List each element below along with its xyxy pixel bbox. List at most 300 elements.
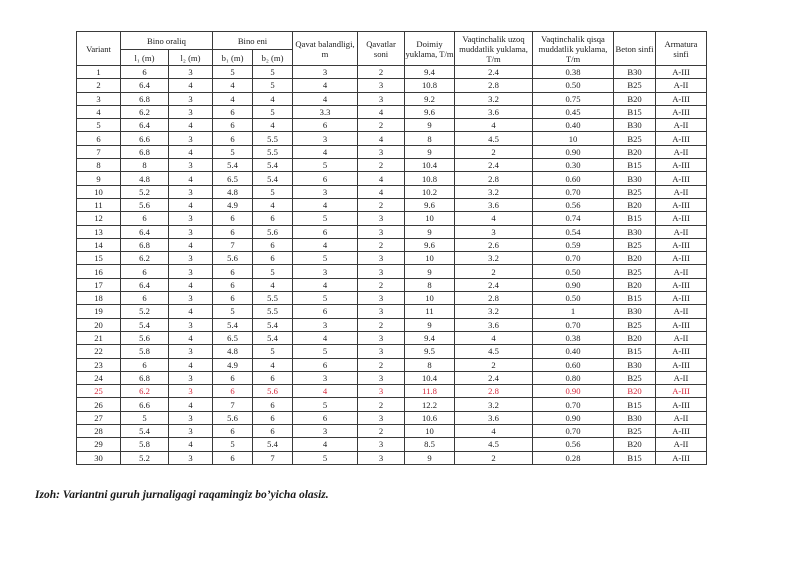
cell-qavatlar-soni: 2: [358, 119, 405, 132]
table-row: [77, 305, 707, 318]
cell-l1: 6.2: [121, 252, 169, 265]
cell-qavatlar-soni: 2: [358, 278, 405, 291]
table-row: [77, 79, 707, 92]
cell-b1: 4: [213, 79, 253, 92]
note-text: Izoh: Variantni guruh jurnaligagi raqamingiz bo’yicha olasiz.: [35, 489, 329, 501]
cell-b2: 6: [253, 371, 293, 384]
cell-doimiy-yuklama: 8.5: [405, 438, 455, 451]
cell-l1: 6.8: [121, 238, 169, 251]
cell-vaqtinchalik-qisqa: 0.50: [533, 79, 614, 92]
cell-vaqtinchalik-uzoq: 2.4: [455, 159, 533, 172]
cell-l2: 3: [169, 265, 213, 278]
cell-l2: 3: [169, 159, 213, 172]
cell-qavat-balandligi: 3: [293, 132, 358, 145]
cell-vaqtinchalik-uzoq: 2: [455, 451, 533, 464]
cell-vaqtinchalik-uzoq: 3.6: [455, 105, 533, 118]
cell-vaqtinchalik-qisqa: 0.60: [533, 172, 614, 185]
cell-l2: 3: [169, 345, 213, 358]
cell-b2: 6: [253, 212, 293, 225]
cell-l1: 6.4: [121, 119, 169, 132]
cell-doimiy-yuklama: 10.4: [405, 159, 455, 172]
cell-b2: 5.4: [253, 159, 293, 172]
cell-qavatlar-soni: 2: [358, 159, 405, 172]
table-body: [77, 66, 707, 465]
cell-b1: 6: [213, 292, 253, 305]
table-row: [77, 105, 707, 118]
cell-b2: 4: [253, 92, 293, 105]
cell-b1: 4.8: [213, 345, 253, 358]
cell-b2: 5: [253, 345, 293, 358]
cell-doimiy-yuklama: 9: [405, 119, 455, 132]
cell-l2: 3: [169, 185, 213, 198]
cell-qavat-balandligi: 4: [293, 145, 358, 158]
cell-vaqtinchalik-qisqa: 0.50: [533, 292, 614, 305]
header-b1: b₁ (m): [213, 50, 253, 66]
cell-vaqtinchalik-qisqa: 10: [533, 132, 614, 145]
cell-b2: 5.4: [253, 331, 293, 344]
cell-l2: 4: [169, 358, 213, 371]
cell-beton-sinfi: B20: [614, 198, 656, 211]
cell-qavatlar-soni: 2: [358, 198, 405, 211]
cell-qavat-balandligi: 6: [293, 411, 358, 424]
cell-qavatlar-soni: 3: [358, 451, 405, 464]
cell-vaqtinchalik-uzoq: 4: [455, 119, 533, 132]
cell-variant: 20: [77, 318, 121, 331]
cell-doimiy-yuklama: 11: [405, 305, 455, 318]
cell-l2: 4: [169, 79, 213, 92]
cell-armatura-sinfi: A-III: [656, 398, 707, 411]
cell-doimiy-yuklama: 10: [405, 425, 455, 438]
cell-qavatlar-soni: 4: [358, 185, 405, 198]
cell-armatura-sinfi: A-III: [656, 278, 707, 291]
cell-qavatlar-soni: 3: [358, 212, 405, 225]
cell-l1: 5.8: [121, 345, 169, 358]
cell-vaqtinchalik-uzoq: 3.2: [455, 398, 533, 411]
cell-l2: 4: [169, 398, 213, 411]
cell-qavat-balandligi: 4: [293, 238, 358, 251]
cell-doimiy-yuklama: 10.6: [405, 411, 455, 424]
cell-l1: 6: [121, 66, 169, 79]
cell-qavatlar-soni: 3: [358, 438, 405, 451]
cell-beton-sinfi: B15: [614, 292, 656, 305]
cell-b1: 4.9: [213, 198, 253, 211]
header-bino-eni: Bino eni: [213, 32, 293, 50]
cell-vaqtinchalik-uzoq: 3.2: [455, 92, 533, 105]
cell-beton-sinfi: B20: [614, 145, 656, 158]
cell-doimiy-yuklama: 9.5: [405, 345, 455, 358]
cell-vaqtinchalik-qisqa: 0.59: [533, 238, 614, 251]
cell-vaqtinchalik-uzoq: 4: [455, 212, 533, 225]
cell-l2: 3: [169, 385, 213, 398]
cell-armatura-sinfi: A-II: [656, 225, 707, 238]
cell-vaqtinchalik-uzoq: 4: [455, 425, 533, 438]
cell-b1: 6.5: [213, 172, 253, 185]
cell-qavatlar-soni: 4: [358, 172, 405, 185]
cell-qavatlar-soni: 3: [358, 411, 405, 424]
cell-b1: 4.9: [213, 358, 253, 371]
cell-doimiy-yuklama: 10: [405, 252, 455, 265]
cell-doimiy-yuklama: 12.2: [405, 398, 455, 411]
cell-armatura-sinfi: A-III: [656, 66, 707, 79]
cell-variant: 8: [77, 159, 121, 172]
table-row: [77, 451, 707, 464]
cell-l2: 3: [169, 132, 213, 145]
cell-vaqtinchalik-uzoq: 2.4: [455, 371, 533, 384]
cell-qavat-balandligi: 6: [293, 305, 358, 318]
cell-l1: 6: [121, 265, 169, 278]
cell-vaqtinchalik-qisqa: 0.70: [533, 318, 614, 331]
cell-b1: 5.6: [213, 411, 253, 424]
cell-l1: 5.6: [121, 198, 169, 211]
cell-qavatlar-soni: 3: [358, 145, 405, 158]
cell-doimiy-yuklama: 9.6: [405, 198, 455, 211]
cell-qavatlar-soni: 2: [358, 398, 405, 411]
cell-variant: 28: [77, 425, 121, 438]
cell-beton-sinfi: B30: [614, 66, 656, 79]
cell-variant: 6: [77, 132, 121, 145]
cell-beton-sinfi: B25: [614, 318, 656, 331]
cell-vaqtinchalik-uzoq: 2.8: [455, 292, 533, 305]
cell-l2: 3: [169, 292, 213, 305]
cell-vaqtinchalik-uzoq: 2: [455, 265, 533, 278]
table-row: [77, 145, 707, 158]
cell-l1: 5.6: [121, 331, 169, 344]
cell-l1: 8: [121, 159, 169, 172]
cell-vaqtinchalik-uzoq: 4: [455, 331, 533, 344]
cell-b1: 4.8: [213, 185, 253, 198]
cell-beton-sinfi: B30: [614, 305, 656, 318]
cell-l1: 5.4: [121, 425, 169, 438]
cell-b1: 6: [213, 105, 253, 118]
cell-qavat-balandligi: 5: [293, 451, 358, 464]
cell-vaqtinchalik-uzoq: 2.4: [455, 278, 533, 291]
cell-qavatlar-soni: 3: [358, 345, 405, 358]
cell-qavat-balandligi: 4: [293, 92, 358, 105]
cell-b2: 4: [253, 119, 293, 132]
cell-b1: 6: [213, 451, 253, 464]
cell-beton-sinfi: B25: [614, 265, 656, 278]
cell-b1: 4: [213, 92, 253, 105]
cell-vaqtinchalik-uzoq: 2.6: [455, 238, 533, 251]
cell-armatura-sinfi: A-III: [656, 172, 707, 185]
cell-variant: 23: [77, 358, 121, 371]
cell-l1: 5.2: [121, 451, 169, 464]
table-row: [77, 66, 707, 79]
cell-l1: 6.8: [121, 371, 169, 384]
cell-vaqtinchalik-uzoq: 3: [455, 225, 533, 238]
cell-l2: 3: [169, 66, 213, 79]
cell-l1: 6.2: [121, 105, 169, 118]
cell-variant: 3: [77, 92, 121, 105]
cell-beton-sinfi: B20: [614, 331, 656, 344]
cell-b2: 5.6: [253, 385, 293, 398]
cell-variant: 18: [77, 292, 121, 305]
cell-qavatlar-soni: 4: [358, 105, 405, 118]
cell-vaqtinchalik-uzoq: 2.8: [455, 79, 533, 92]
cell-b1: 6: [213, 425, 253, 438]
table-row: [77, 185, 707, 198]
cell-b1: 6: [213, 278, 253, 291]
header-bino-oraliq: Bino oraliq: [121, 32, 213, 50]
cell-doimiy-yuklama: 9: [405, 318, 455, 331]
cell-b1: 6.5: [213, 331, 253, 344]
cell-variant: 9: [77, 172, 121, 185]
cell-b1: 5.6: [213, 252, 253, 265]
cell-vaqtinchalik-qisqa: 0.74: [533, 212, 614, 225]
cell-variant: 30: [77, 451, 121, 464]
cell-vaqtinchalik-qisqa: 0.70: [533, 398, 614, 411]
cell-beton-sinfi: B25: [614, 185, 656, 198]
cell-b2: 5: [253, 66, 293, 79]
cell-l2: 4: [169, 119, 213, 132]
cell-variant: 2: [77, 79, 121, 92]
cell-l1: 6.6: [121, 398, 169, 411]
cell-qavatlar-soni: 3: [358, 252, 405, 265]
cell-qavat-balandligi: 4: [293, 385, 358, 398]
cell-b2: 5: [253, 265, 293, 278]
cell-qavatlar-soni: 2: [358, 318, 405, 331]
cell-armatura-sinfi: A-III: [656, 358, 707, 371]
cell-l1: 6.2: [121, 385, 169, 398]
cell-l1: 6: [121, 212, 169, 225]
cell-doimiy-yuklama: 9.4: [405, 331, 455, 344]
table-row: [77, 132, 707, 145]
cell-qavatlar-soni: 2: [358, 425, 405, 438]
cell-vaqtinchalik-qisqa: 0.38: [533, 331, 614, 344]
cell-vaqtinchalik-qisqa: 0.40: [533, 345, 614, 358]
table-row: [77, 225, 707, 238]
variants-table: [76, 31, 707, 465]
cell-vaqtinchalik-qisqa: 0.75: [533, 92, 614, 105]
cell-vaqtinchalik-qisqa: 0.90: [533, 385, 614, 398]
header-qavat-balandligi: Qavat balandligi, m: [293, 32, 358, 66]
cell-variant: 25: [77, 385, 121, 398]
cell-l1: 5.2: [121, 185, 169, 198]
cell-armatura-sinfi: A-III: [656, 212, 707, 225]
cell-l1: 5.2: [121, 305, 169, 318]
cell-qavat-balandligi: 4: [293, 79, 358, 92]
cell-armatura-sinfi: A-III: [656, 345, 707, 358]
cell-l2: 4: [169, 238, 213, 251]
cell-variant: 15: [77, 252, 121, 265]
cell-l1: 5.4: [121, 318, 169, 331]
cell-beton-sinfi: B25: [614, 371, 656, 384]
cell-doimiy-yuklama: 9: [405, 265, 455, 278]
cell-doimiy-yuklama: 10.8: [405, 172, 455, 185]
cell-doimiy-yuklama: 10: [405, 212, 455, 225]
cell-variant: 13: [77, 225, 121, 238]
cell-beton-sinfi: B20: [614, 385, 656, 398]
table-row: [77, 371, 707, 384]
cell-doimiy-yuklama: 8: [405, 358, 455, 371]
cell-l1: 6.8: [121, 145, 169, 158]
table-row: [77, 385, 707, 398]
header-qavatlar-soni: Qavatlar soni: [358, 32, 405, 66]
cell-beton-sinfi: B25: [614, 132, 656, 145]
cell-doimiy-yuklama: 9: [405, 145, 455, 158]
header-beton-sinfi: Beton sinfi: [614, 32, 656, 66]
cell-vaqtinchalik-uzoq: 3.6: [455, 198, 533, 211]
cell-qavatlar-soni: 3: [358, 225, 405, 238]
cell-qavat-balandligi: 4: [293, 198, 358, 211]
cell-vaqtinchalik-qisqa: 0.90: [533, 278, 614, 291]
cell-beton-sinfi: B20: [614, 92, 656, 105]
cell-l2: 4: [169, 145, 213, 158]
cell-doimiy-yuklama: 9.6: [405, 105, 455, 118]
cell-b2: 7: [253, 451, 293, 464]
cell-beton-sinfi: B30: [614, 411, 656, 424]
cell-l1: 5: [121, 411, 169, 424]
cell-variant: 27: [77, 411, 121, 424]
table-row: [77, 159, 707, 172]
cell-l2: 4: [169, 305, 213, 318]
cell-b2: 6: [253, 398, 293, 411]
cell-qavatlar-soni: 3: [358, 92, 405, 105]
cell-l2: 3: [169, 225, 213, 238]
cell-qavatlar-soni: 3: [358, 305, 405, 318]
cell-b1: 6: [213, 132, 253, 145]
cell-doimiy-yuklama: 9: [405, 451, 455, 464]
cell-doimiy-yuklama: 10.8: [405, 79, 455, 92]
cell-vaqtinchalik-uzoq: 2.8: [455, 172, 533, 185]
cell-l1: 6.8: [121, 92, 169, 105]
cell-qavat-balandligi: 3: [293, 185, 358, 198]
cell-b2: 5.5: [253, 292, 293, 305]
cell-b2: 6: [253, 252, 293, 265]
cell-armatura-sinfi: A-II: [656, 79, 707, 92]
cell-variant: 1: [77, 66, 121, 79]
cell-variant: 7: [77, 145, 121, 158]
cell-b2: 5.4: [253, 172, 293, 185]
cell-doimiy-yuklama: 9.2: [405, 92, 455, 105]
cell-variant: 14: [77, 238, 121, 251]
header-doimiy-yuklama: Doimiy yuklama, T/m: [405, 32, 455, 66]
cell-b2: 5: [253, 79, 293, 92]
table-row: [77, 265, 707, 278]
cell-qavatlar-soni: 3: [358, 331, 405, 344]
cell-b2: 4: [253, 278, 293, 291]
table-row: [77, 438, 707, 451]
cell-beton-sinfi: B20: [614, 252, 656, 265]
cell-qavat-balandligi: 3: [293, 66, 358, 79]
cell-qavat-balandligi: 5: [293, 292, 358, 305]
cell-b2: 5.5: [253, 305, 293, 318]
cell-l1: 5.8: [121, 438, 169, 451]
cell-b2: 6: [253, 238, 293, 251]
cell-beton-sinfi: B25: [614, 238, 656, 251]
cell-doimiy-yuklama: 8: [405, 278, 455, 291]
table-row: [77, 345, 707, 358]
cell-beton-sinfi: B25: [614, 79, 656, 92]
cell-qavat-balandligi: 3: [293, 318, 358, 331]
cell-variant: 26: [77, 398, 121, 411]
cell-b2: 5.4: [253, 438, 293, 451]
cell-qavat-balandligi: 5: [293, 345, 358, 358]
cell-l2: 3: [169, 371, 213, 384]
cell-l1: 6: [121, 358, 169, 371]
cell-qavat-balandligi: 4: [293, 438, 358, 451]
cell-qavatlar-soni: 3: [358, 265, 405, 278]
cell-vaqtinchalik-qisqa: 0.70: [533, 252, 614, 265]
cell-vaqtinchalik-qisqa: 0.50: [533, 265, 614, 278]
cell-b1: 6: [213, 265, 253, 278]
cell-armatura-sinfi: A-III: [656, 132, 707, 145]
cell-armatura-sinfi: A-II: [656, 331, 707, 344]
cell-beton-sinfi: B15: [614, 159, 656, 172]
cell-vaqtinchalik-qisqa: 0.38: [533, 66, 614, 79]
table-row: [77, 292, 707, 305]
cell-vaqtinchalik-qisqa: 0.70: [533, 185, 614, 198]
cell-b1: 6: [213, 119, 253, 132]
cell-l2: 4: [169, 278, 213, 291]
cell-vaqtinchalik-qisqa: 1: [533, 305, 614, 318]
cell-qavat-balandligi: 3.3: [293, 105, 358, 118]
cell-armatura-sinfi: A-II: [656, 145, 707, 158]
cell-vaqtinchalik-qisqa: 0.30: [533, 159, 614, 172]
cell-l2: 3: [169, 212, 213, 225]
cell-beton-sinfi: B15: [614, 451, 656, 464]
cell-l2: 4: [169, 331, 213, 344]
table-row: [77, 198, 707, 211]
cell-vaqtinchalik-uzoq: 3.6: [455, 318, 533, 331]
cell-qavatlar-soni: 2: [358, 238, 405, 251]
cell-vaqtinchalik-uzoq: 2.8: [455, 385, 533, 398]
cell-beton-sinfi: B30: [614, 119, 656, 132]
cell-b1: 6: [213, 225, 253, 238]
cell-doimiy-yuklama: 9.4: [405, 66, 455, 79]
cell-armatura-sinfi: A-III: [656, 292, 707, 305]
cell-l2: 4: [169, 172, 213, 185]
cell-beton-sinfi: B15: [614, 398, 656, 411]
header-vaqtinchalik-uzoq: Vaqtinchalik uzoq muddatlik yuklama, T/m: [455, 32, 533, 66]
cell-vaqtinchalik-uzoq: 3.6: [455, 411, 533, 424]
cell-qavat-balandligi: 4: [293, 331, 358, 344]
cell-beton-sinfi: B15: [614, 345, 656, 358]
cell-b2: 4: [253, 358, 293, 371]
cell-vaqtinchalik-qisqa: 0.54: [533, 225, 614, 238]
header-variant: Variant: [77, 32, 121, 66]
cell-vaqtinchalik-qisqa: 0.60: [533, 358, 614, 371]
table-row: [77, 411, 707, 424]
cell-vaqtinchalik-uzoq: 2: [455, 358, 533, 371]
cell-vaqtinchalik-qisqa: 0.70: [533, 425, 614, 438]
cell-l1: 4.8: [121, 172, 169, 185]
cell-armatura-sinfi: A-III: [656, 238, 707, 251]
cell-beton-sinfi: B15: [614, 212, 656, 225]
cell-b1: 6: [213, 371, 253, 384]
cell-l2: 3: [169, 411, 213, 424]
table-row: [77, 238, 707, 251]
cell-b1: 5.4: [213, 318, 253, 331]
cell-doimiy-yuklama: 10: [405, 292, 455, 305]
cell-variant: 10: [77, 185, 121, 198]
cell-l2: 3: [169, 252, 213, 265]
cell-b2: 5.5: [253, 145, 293, 158]
cell-variant: 21: [77, 331, 121, 344]
cell-variant: 12: [77, 212, 121, 225]
header-l2: l₂ (m): [169, 50, 213, 66]
cell-l2: 3: [169, 318, 213, 331]
cell-vaqtinchalik-uzoq: 4.5: [455, 132, 533, 145]
cell-qavat-balandligi: 5: [293, 159, 358, 172]
cell-vaqtinchalik-uzoq: 3.2: [455, 252, 533, 265]
cell-b1: 5: [213, 66, 253, 79]
cell-b2: 5: [253, 105, 293, 118]
cell-vaqtinchalik-uzoq: 2.4: [455, 66, 533, 79]
cell-b1: 7: [213, 398, 253, 411]
cell-armatura-sinfi: A-II: [656, 438, 707, 451]
cell-armatura-sinfi: A-III: [656, 252, 707, 265]
